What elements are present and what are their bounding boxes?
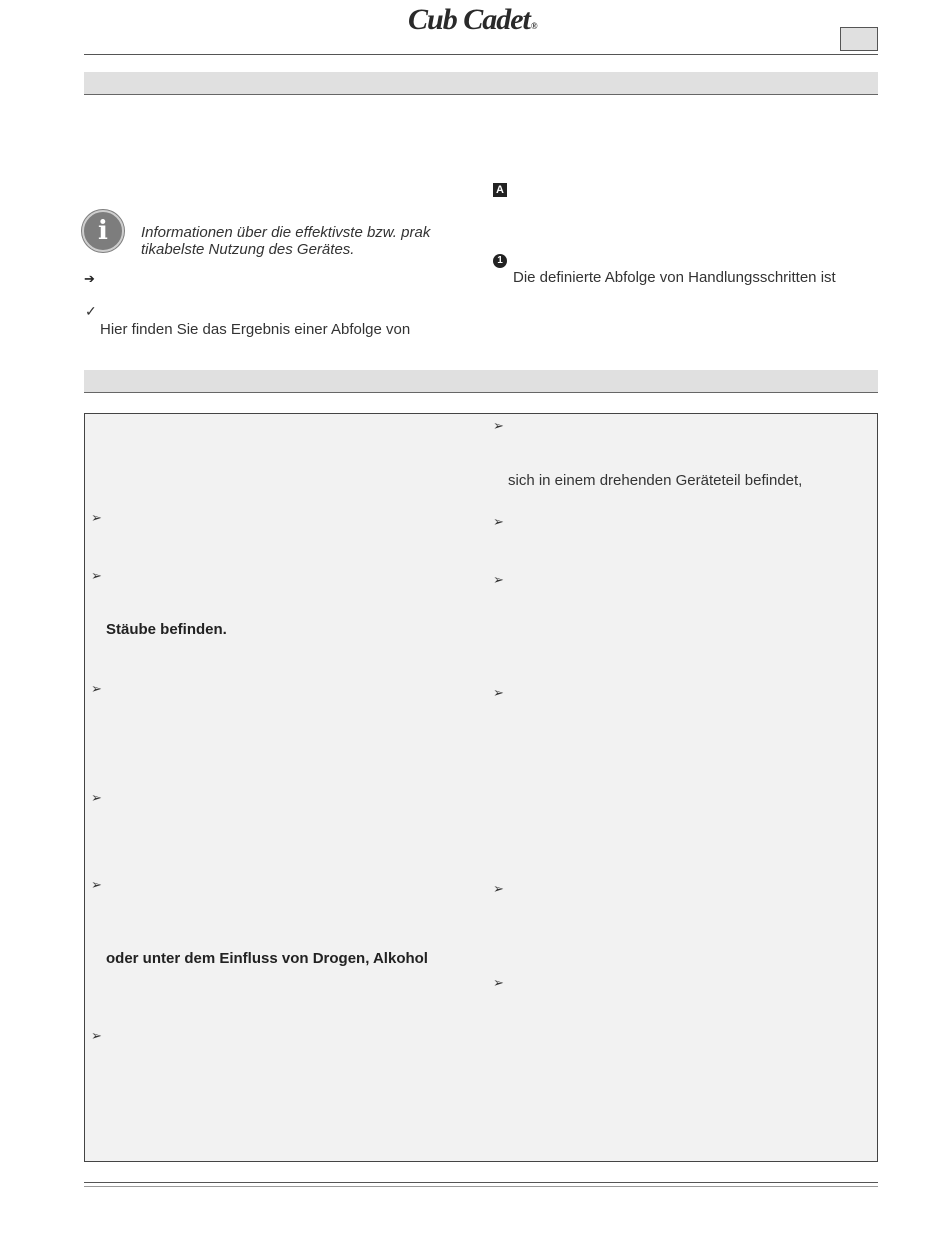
info-icon: i: [82, 210, 124, 252]
section-header-band-2: [84, 370, 878, 393]
bullet-icon: ➢: [493, 418, 504, 433]
bullet-icon: ➢: [91, 681, 102, 696]
safety-notice-box: [84, 413, 878, 1162]
sequence-description: Die definierte Abfolge von Handlungsschritten ist: [513, 269, 836, 286]
footer-rule-bottom: [84, 1186, 878, 1187]
bullet-icon: ➢: [493, 975, 504, 990]
safety-text-drugs: oder unter dem Einfluss von Drogen, Alkohol: [106, 950, 428, 967]
safety-text-rotating-part: sich in einem drehenden Geräteteil befindet,: [508, 472, 803, 489]
action-arrow-icon: ➔: [84, 271, 95, 286]
footer-rule-top: [84, 1182, 878, 1183]
brand-registered-mark: ®: [530, 21, 537, 31]
bullet-icon: ➢: [493, 881, 504, 896]
result-check-icon: ✓: [85, 303, 97, 319]
bullet-icon: ➢: [493, 514, 504, 529]
info-note-line-1: Informationen über die effektivste bzw. prak: [141, 224, 431, 241]
bullet-icon: ➢: [493, 685, 504, 700]
result-description: Hier finden Sie das Ergebnis einer Abfolge von: [100, 321, 411, 338]
info-note-line-2: tikabelste Nutzung des Gerätes.: [141, 241, 355, 258]
brand-logo: [408, 3, 537, 37]
bullet-icon: ➢: [91, 877, 102, 892]
bullet-icon: ➢: [91, 568, 102, 583]
figure-marker-a-icon: A: [493, 183, 507, 197]
bullet-icon: ➢: [91, 790, 102, 805]
bullet-icon: ➢: [91, 510, 102, 525]
header-rule: [84, 54, 878, 55]
section-header-band-1: [84, 72, 878, 95]
bullet-icon: ➢: [493, 572, 504, 587]
info-note-text: [141, 224, 466, 258]
page-number-box: [840, 27, 878, 51]
step-number-1-icon: 1: [493, 254, 507, 268]
bullet-icon: ➢: [91, 1028, 102, 1043]
brand-name: Cub Cadet: [408, 3, 530, 36]
safety-text-dust: Stäube befinden.: [106, 621, 227, 638]
